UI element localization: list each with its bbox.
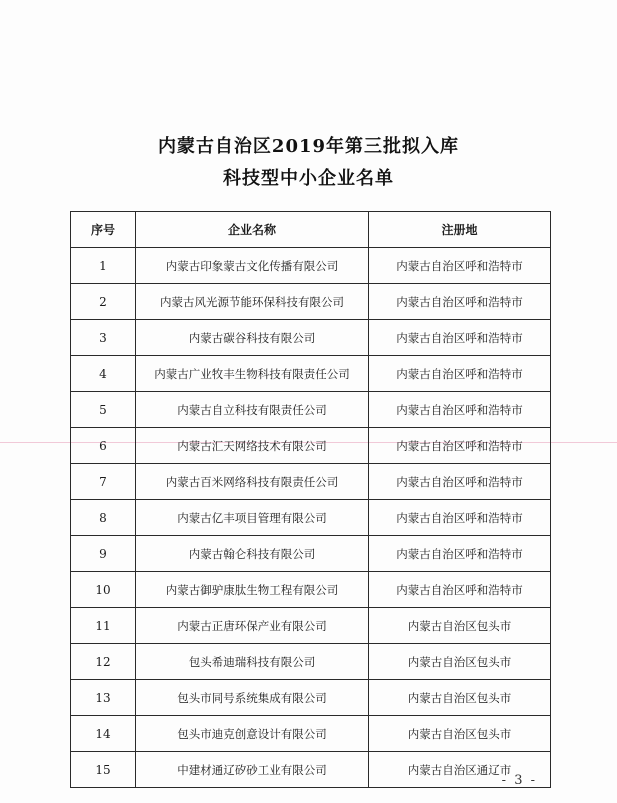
row-number: 5 bbox=[71, 392, 136, 428]
location-cell: 内蒙古自治区呼和浩特市 bbox=[369, 284, 551, 320]
row-number: 13 bbox=[71, 680, 136, 716]
location-cell: 内蒙古自治区包头市 bbox=[369, 644, 551, 680]
company-name-cell: 内蒙古百米网络科技有限责任公司 bbox=[136, 464, 369, 500]
header-registered-location: 注册地 bbox=[369, 212, 551, 248]
company-name-cell: 中建材通辽矽砂工业有限公司 bbox=[136, 752, 369, 788]
row-number: 2 bbox=[71, 284, 136, 320]
table-row bbox=[71, 644, 551, 680]
company-name-cell: 包头市迪克创意设计有限公司 bbox=[136, 716, 369, 752]
table-row bbox=[71, 536, 551, 572]
location-cell: 内蒙古自治区呼和浩特市 bbox=[369, 572, 551, 608]
document-title-line1: 内蒙古自治区2019年第三批拟入库 bbox=[157, 136, 460, 157]
row-number: 12 bbox=[71, 644, 136, 680]
table-row bbox=[71, 248, 551, 284]
company-name-cell: 内蒙古风光源节能环保科技有限公司 bbox=[136, 284, 369, 320]
page-number: - 3 - bbox=[501, 773, 537, 788]
table-row bbox=[71, 284, 551, 320]
company-name-cell: 内蒙古正唐环保产业有限公司 bbox=[136, 608, 369, 644]
row-number: 10 bbox=[71, 572, 136, 608]
table-row bbox=[71, 464, 551, 500]
company-name-cell: 内蒙古翰仑科技有限公司 bbox=[136, 536, 369, 572]
table-row bbox=[71, 500, 551, 536]
table-row bbox=[71, 392, 551, 428]
row-number: 14 bbox=[71, 716, 136, 752]
document-title-line2: 科技型中小企业名单 bbox=[223, 168, 394, 189]
row-number: 15 bbox=[71, 752, 136, 788]
table-row bbox=[71, 680, 551, 716]
company-name-cell: 内蒙古碳谷科技有限公司 bbox=[136, 320, 369, 356]
location-cell: 内蒙古自治区包头市 bbox=[369, 716, 551, 752]
table-row bbox=[71, 752, 551, 788]
company-name-cell: 内蒙古自立科技有限责任公司 bbox=[136, 392, 369, 428]
company-name-cell: 包头希迪瑞科技有限公司 bbox=[136, 644, 369, 680]
location-cell: 内蒙古自治区通辽市 bbox=[369, 752, 551, 788]
company-name-cell: 内蒙古御驴康肽生物工程有限公司 bbox=[136, 572, 369, 608]
location-cell: 内蒙古自治区呼和浩特市 bbox=[369, 464, 551, 500]
row-number: 11 bbox=[71, 608, 136, 644]
row-number: 9 bbox=[71, 536, 136, 572]
location-cell: 内蒙古自治区包头市 bbox=[369, 608, 551, 644]
location-cell: 内蒙古自治区呼和浩特市 bbox=[369, 320, 551, 356]
location-cell: 内蒙古自治区呼和浩特市 bbox=[369, 536, 551, 572]
location-cell: 内蒙古自治区呼和浩特市 bbox=[369, 428, 551, 464]
table-row bbox=[71, 356, 551, 392]
row-number: 8 bbox=[71, 500, 136, 536]
company-roster-table bbox=[70, 211, 551, 788]
location-cell: 内蒙古自治区呼和浩特市 bbox=[369, 356, 551, 392]
table-row bbox=[71, 320, 551, 356]
company-name-cell: 内蒙古汇天网络技术有限公司 bbox=[136, 428, 369, 464]
row-number: 1 bbox=[71, 248, 136, 284]
table-header-row bbox=[71, 212, 551, 248]
row-number: 3 bbox=[71, 320, 136, 356]
location-cell: 内蒙古自治区呼和浩特市 bbox=[369, 392, 551, 428]
location-cell: 内蒙古自治区包头市 bbox=[369, 680, 551, 716]
company-name-cell: 包头市同号系统集成有限公司 bbox=[136, 680, 369, 716]
table-row bbox=[71, 572, 551, 608]
location-cell: 内蒙古自治区呼和浩特市 bbox=[369, 248, 551, 284]
header-company-name: 企业名称 bbox=[136, 212, 369, 248]
table-row bbox=[71, 428, 551, 464]
header-serial-number: 序号 bbox=[71, 212, 136, 248]
company-name-cell: 内蒙古亿丰项目管理有限公司 bbox=[136, 500, 369, 536]
row-number: 7 bbox=[71, 464, 136, 500]
company-name-cell: 内蒙古广业牧丰生物科技有限责任公司 bbox=[136, 356, 369, 392]
row-number: 6 bbox=[71, 428, 136, 464]
location-cell: 内蒙古自治区呼和浩特市 bbox=[369, 500, 551, 536]
row-number: 4 bbox=[71, 356, 136, 392]
table-row bbox=[71, 716, 551, 752]
company-name-cell: 内蒙古印象蒙古文化传播有限公司 bbox=[136, 248, 369, 284]
table-row bbox=[71, 608, 551, 644]
